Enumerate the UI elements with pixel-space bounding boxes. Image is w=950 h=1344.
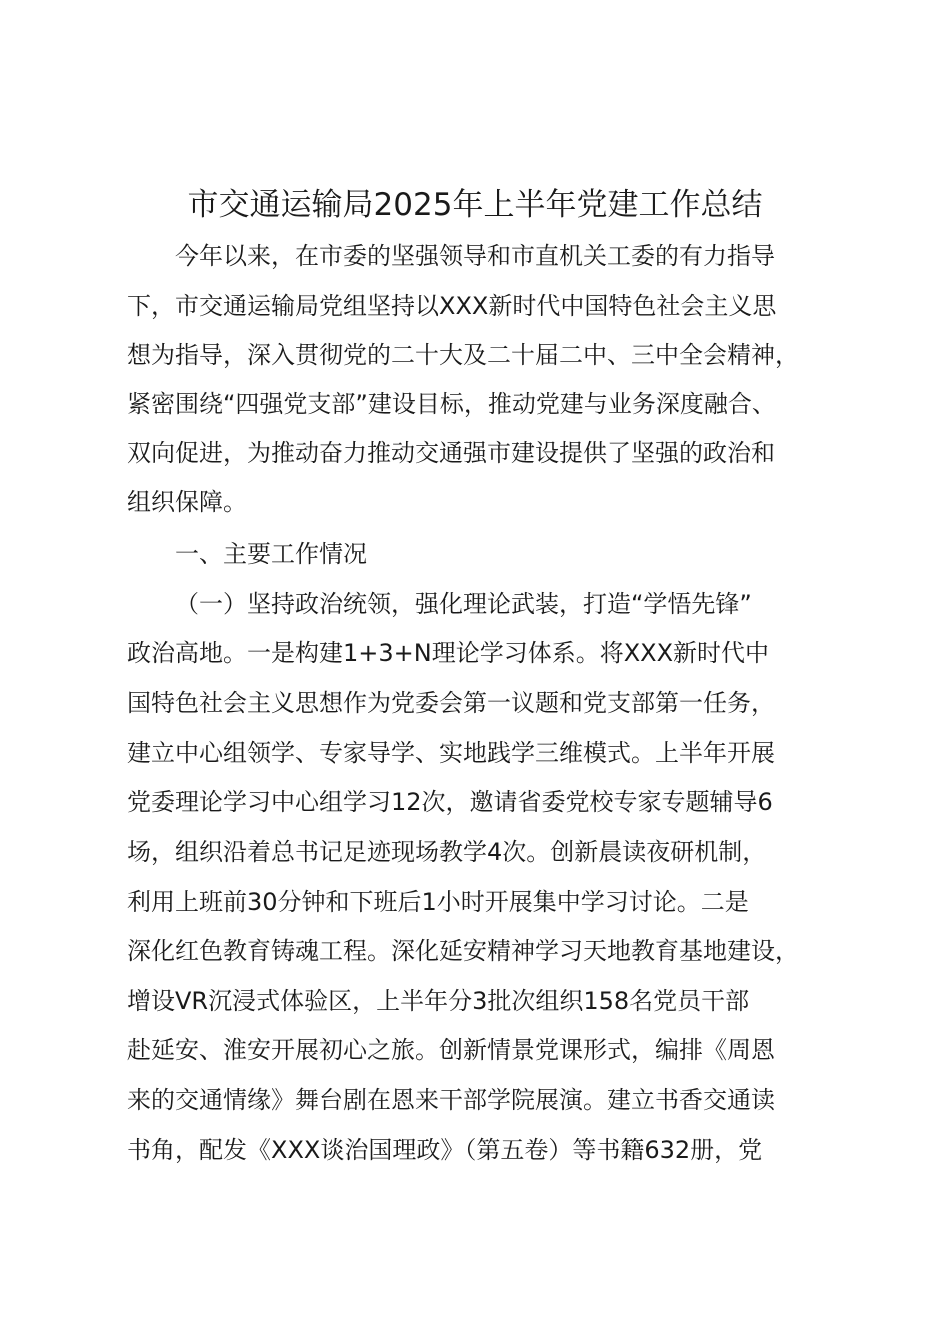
paragraph-line: 场，组织沿着总书记足迹现场教学4次。创新晨读夜研机制， xyxy=(127,838,767,866)
paragraph-line: 增设VR沉浸式体验区，上半年分3批次组织158名党员干部 xyxy=(127,987,750,1015)
paragraph-line: 党委理论学习中心组学习12次，邀请省委党校专家专题辅导6 xyxy=(127,788,773,816)
paragraph-line: 赴延安、淮安开展初心之旅。创新情景党课形式，编排《周恩 xyxy=(127,1036,775,1064)
paragraph-line: （一）坚持政治统领，强化理论武装，打造“学悟先锋” xyxy=(175,590,752,618)
paragraph-line: 国特色社会主义思想作为党委会第一议题和党支部第一任务， xyxy=(127,689,775,717)
paragraph-line: 紧密围绕“四强党支部”建设目标，推动党建与业务深度融合、 xyxy=(127,390,776,418)
paragraph-line: 书角，配发《XXX谈治国理政》（第五卷）等书籍632册，党 xyxy=(127,1136,763,1164)
paragraph-line: 想为指导，深入贯彻党的二十大及二十届二中、三中全会精神， xyxy=(127,341,799,369)
paragraph-line: 双向促进，为推动奋力推动交通强市建设提供了坚强的政治和 xyxy=(127,439,775,467)
section-heading: 一、主要工作情况 xyxy=(175,540,367,568)
paragraph-line: 组织保障。 xyxy=(127,488,247,516)
paragraph-line: 利用上班前30分钟和下班后1小时开展集中学习讨论。二是 xyxy=(127,888,749,916)
paragraph-line: 下，市交通运输局党组坚持以XXX新时代中国特色社会主义思 xyxy=(127,292,777,320)
paragraph-line: 今年以来，在市委的坚强领导和市直机关工委的有力指导 xyxy=(175,242,775,270)
paragraph-line: 深化红色教育铸魂工程。深化延安精神学习天地教育基地建设， xyxy=(127,937,799,965)
paragraph-line: 来的交通情缘》舞台剧在恩来干部学院展演。建立书香交通读 xyxy=(127,1086,775,1114)
document-title: 市交通运输局2025年上半年党建工作总结 xyxy=(187,187,763,223)
paragraph-line: 建立中心组领学、专家导学、实地践学三维模式。上半年开展 xyxy=(127,739,775,767)
paragraph-line: 政治高地。一是构建1+3+N理论学习体系。将XXX新时代中 xyxy=(127,639,770,667)
